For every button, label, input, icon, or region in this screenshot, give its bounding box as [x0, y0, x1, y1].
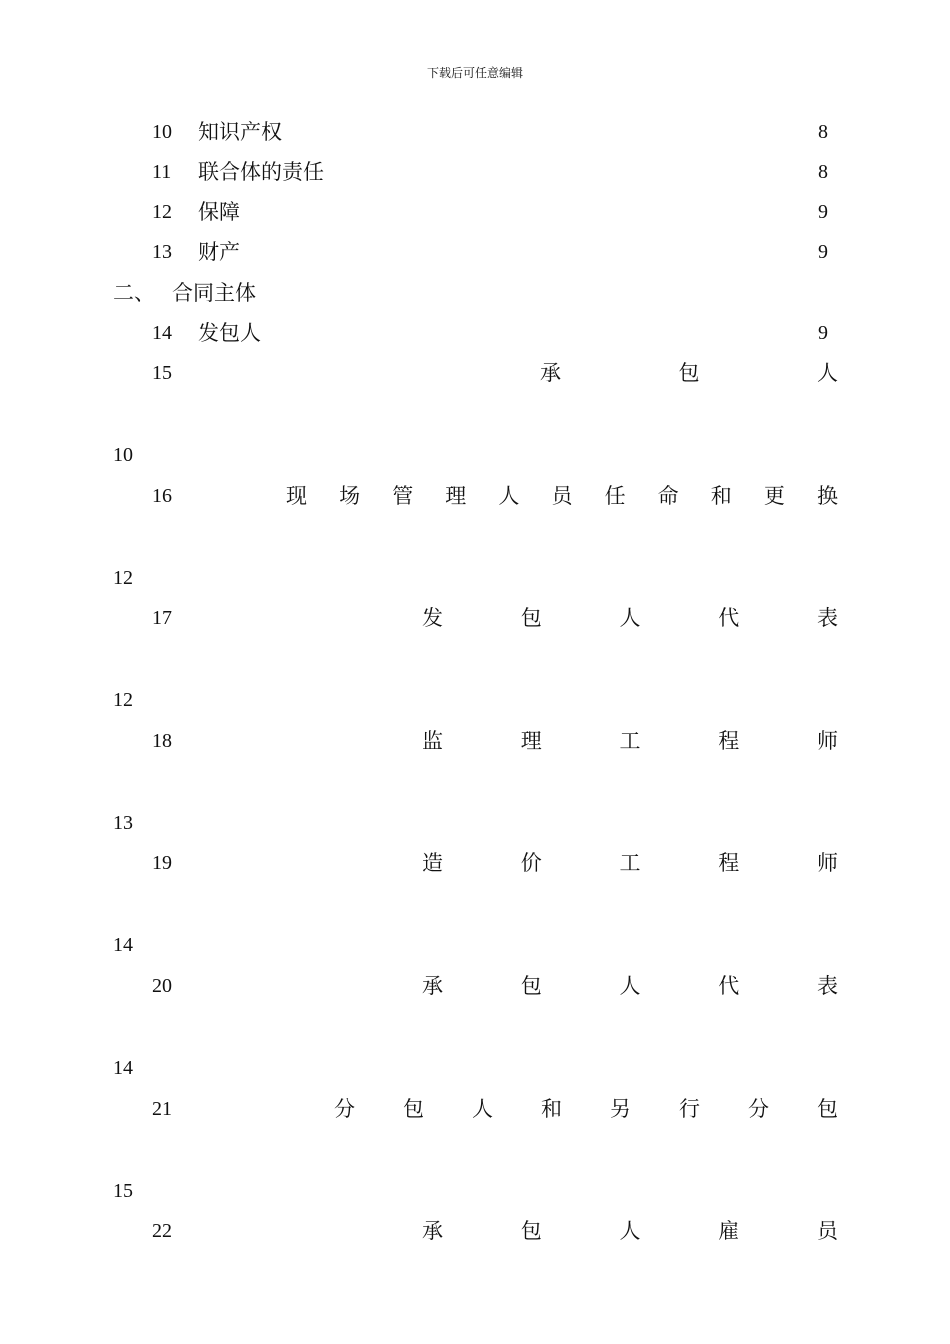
toc-title-char: 和 [541, 1097, 562, 1121]
toc-title-char: 代 [718, 606, 740, 630]
toc-number: 11 [152, 161, 172, 183]
toc-number: 10 [152, 121, 172, 143]
toc-title [334, 1094, 838, 1124]
toc-title-char: 更 [763, 484, 785, 508]
toc-title-char: 分 [748, 1097, 769, 1121]
toc-title-char: 包 [403, 1097, 424, 1121]
toc-number: 17 [152, 607, 172, 629]
toc-title-char: 表 [817, 606, 838, 630]
toc-title-char: 换 [816, 484, 838, 508]
toc-title-char: 程 [718, 851, 740, 875]
toc-line [0, 157, 950, 187]
section-title: 合同主体 [172, 281, 256, 305]
toc-title-char: 命 [657, 484, 679, 508]
toc-line [0, 318, 950, 348]
toc-title-char: 师 [817, 851, 838, 875]
toc-page-number: 14 [113, 934, 133, 956]
toc-title-char: 人 [619, 1219, 641, 1243]
toc-number: 14 [152, 322, 172, 344]
section-number: 二、 [113, 281, 155, 305]
toc-title-char: 师 [817, 729, 838, 753]
toc-title-char: 监 [422, 729, 443, 753]
toc-section-heading [0, 278, 950, 308]
toc-page-number: 14 [113, 1057, 133, 1079]
toc-page-number: 9 [818, 322, 828, 344]
toc-number: 12 [152, 201, 172, 223]
toc-title-char: 人 [817, 361, 838, 385]
toc-title-char: 包 [817, 1097, 838, 1121]
toc-title-char: 承 [540, 361, 561, 385]
toc-title-char: 员 [551, 484, 573, 508]
toc-title-char: 承 [422, 1219, 443, 1243]
toc-number: 13 [152, 241, 172, 263]
toc-page-number: 12 [113, 689, 133, 711]
toc-page-number: 9 [818, 241, 828, 263]
toc-title-char: 任 [604, 484, 626, 508]
toc-line [0, 1094, 950, 1124]
toc-page-number: 9 [818, 201, 828, 223]
toc-title [422, 971, 838, 1001]
toc-title-char: 员 [817, 1219, 838, 1243]
toc-title: 保障 [198, 200, 240, 224]
toc-title: 财产 [198, 240, 240, 264]
toc-title-char: 价 [520, 851, 542, 875]
toc-title: 联合体的责任 [198, 160, 324, 184]
toc-title [540, 358, 838, 388]
toc-line [0, 848, 950, 878]
toc-number: 20 [152, 975, 172, 997]
toc-line [0, 237, 950, 267]
toc-line [0, 1216, 950, 1246]
toc-title-char: 分 [334, 1097, 355, 1121]
toc-title: 发包人 [198, 321, 261, 345]
toc-line [0, 726, 950, 756]
toc-title-char: 表 [817, 974, 838, 998]
toc-title-char: 造 [422, 851, 443, 875]
toc-line [0, 481, 950, 511]
toc-title: 知识产权 [198, 120, 282, 144]
toc-line [0, 117, 950, 147]
toc-title [422, 848, 838, 878]
toc-title-char: 行 [679, 1097, 700, 1121]
toc-title-char: 人 [619, 974, 641, 998]
toc-number: 15 [152, 362, 172, 384]
toc-page-number: 12 [113, 567, 133, 589]
toc-page-number: 10 [113, 444, 133, 466]
toc-title-char: 人 [498, 484, 520, 508]
toc-title-char: 发 [422, 606, 443, 630]
toc-number: 18 [152, 730, 172, 752]
toc-number: 16 [152, 485, 172, 507]
toc-title-char: 管 [392, 484, 414, 508]
toc-title-char: 工 [619, 851, 641, 875]
toc-title-char: 程 [718, 729, 740, 753]
toc-line [0, 358, 950, 388]
toc-number: 21 [152, 1098, 172, 1120]
toc-line [0, 603, 950, 633]
toc-title-char: 人 [619, 606, 641, 630]
toc-title-char: 工 [619, 729, 641, 753]
toc-title-char: 包 [520, 606, 542, 630]
toc-title-char: 和 [710, 484, 732, 508]
toc-number: 22 [152, 1220, 172, 1242]
toc-title [422, 603, 838, 633]
toc-line [0, 197, 950, 227]
toc-title-char: 雇 [718, 1219, 740, 1243]
toc-title [422, 1216, 838, 1246]
toc-title [422, 726, 838, 756]
toc-title-char: 包 [520, 974, 542, 998]
toc-title-char: 包 [520, 1219, 542, 1243]
toc-title-char: 包 [678, 361, 700, 385]
toc-line [0, 971, 950, 1001]
toc-title-char: 理 [445, 484, 467, 508]
toc-page-number: 8 [818, 121, 828, 143]
toc-number: 19 [152, 852, 172, 874]
toc-page-number: 13 [113, 812, 133, 834]
toc-title-char: 人 [472, 1097, 493, 1121]
toc-page-number: 15 [113, 1180, 133, 1202]
toc-title [286, 481, 838, 511]
page-header: 下载后可任意编辑 [426, 66, 523, 80]
toc-title-char: 场 [339, 484, 361, 508]
toc-title-char: 理 [520, 729, 542, 753]
toc-title-char: 承 [422, 974, 443, 998]
toc-title-char: 另 [610, 1097, 631, 1121]
toc-title-char: 现 [286, 484, 307, 508]
toc-page-number: 8 [818, 161, 828, 183]
toc-title-char: 代 [718, 974, 740, 998]
